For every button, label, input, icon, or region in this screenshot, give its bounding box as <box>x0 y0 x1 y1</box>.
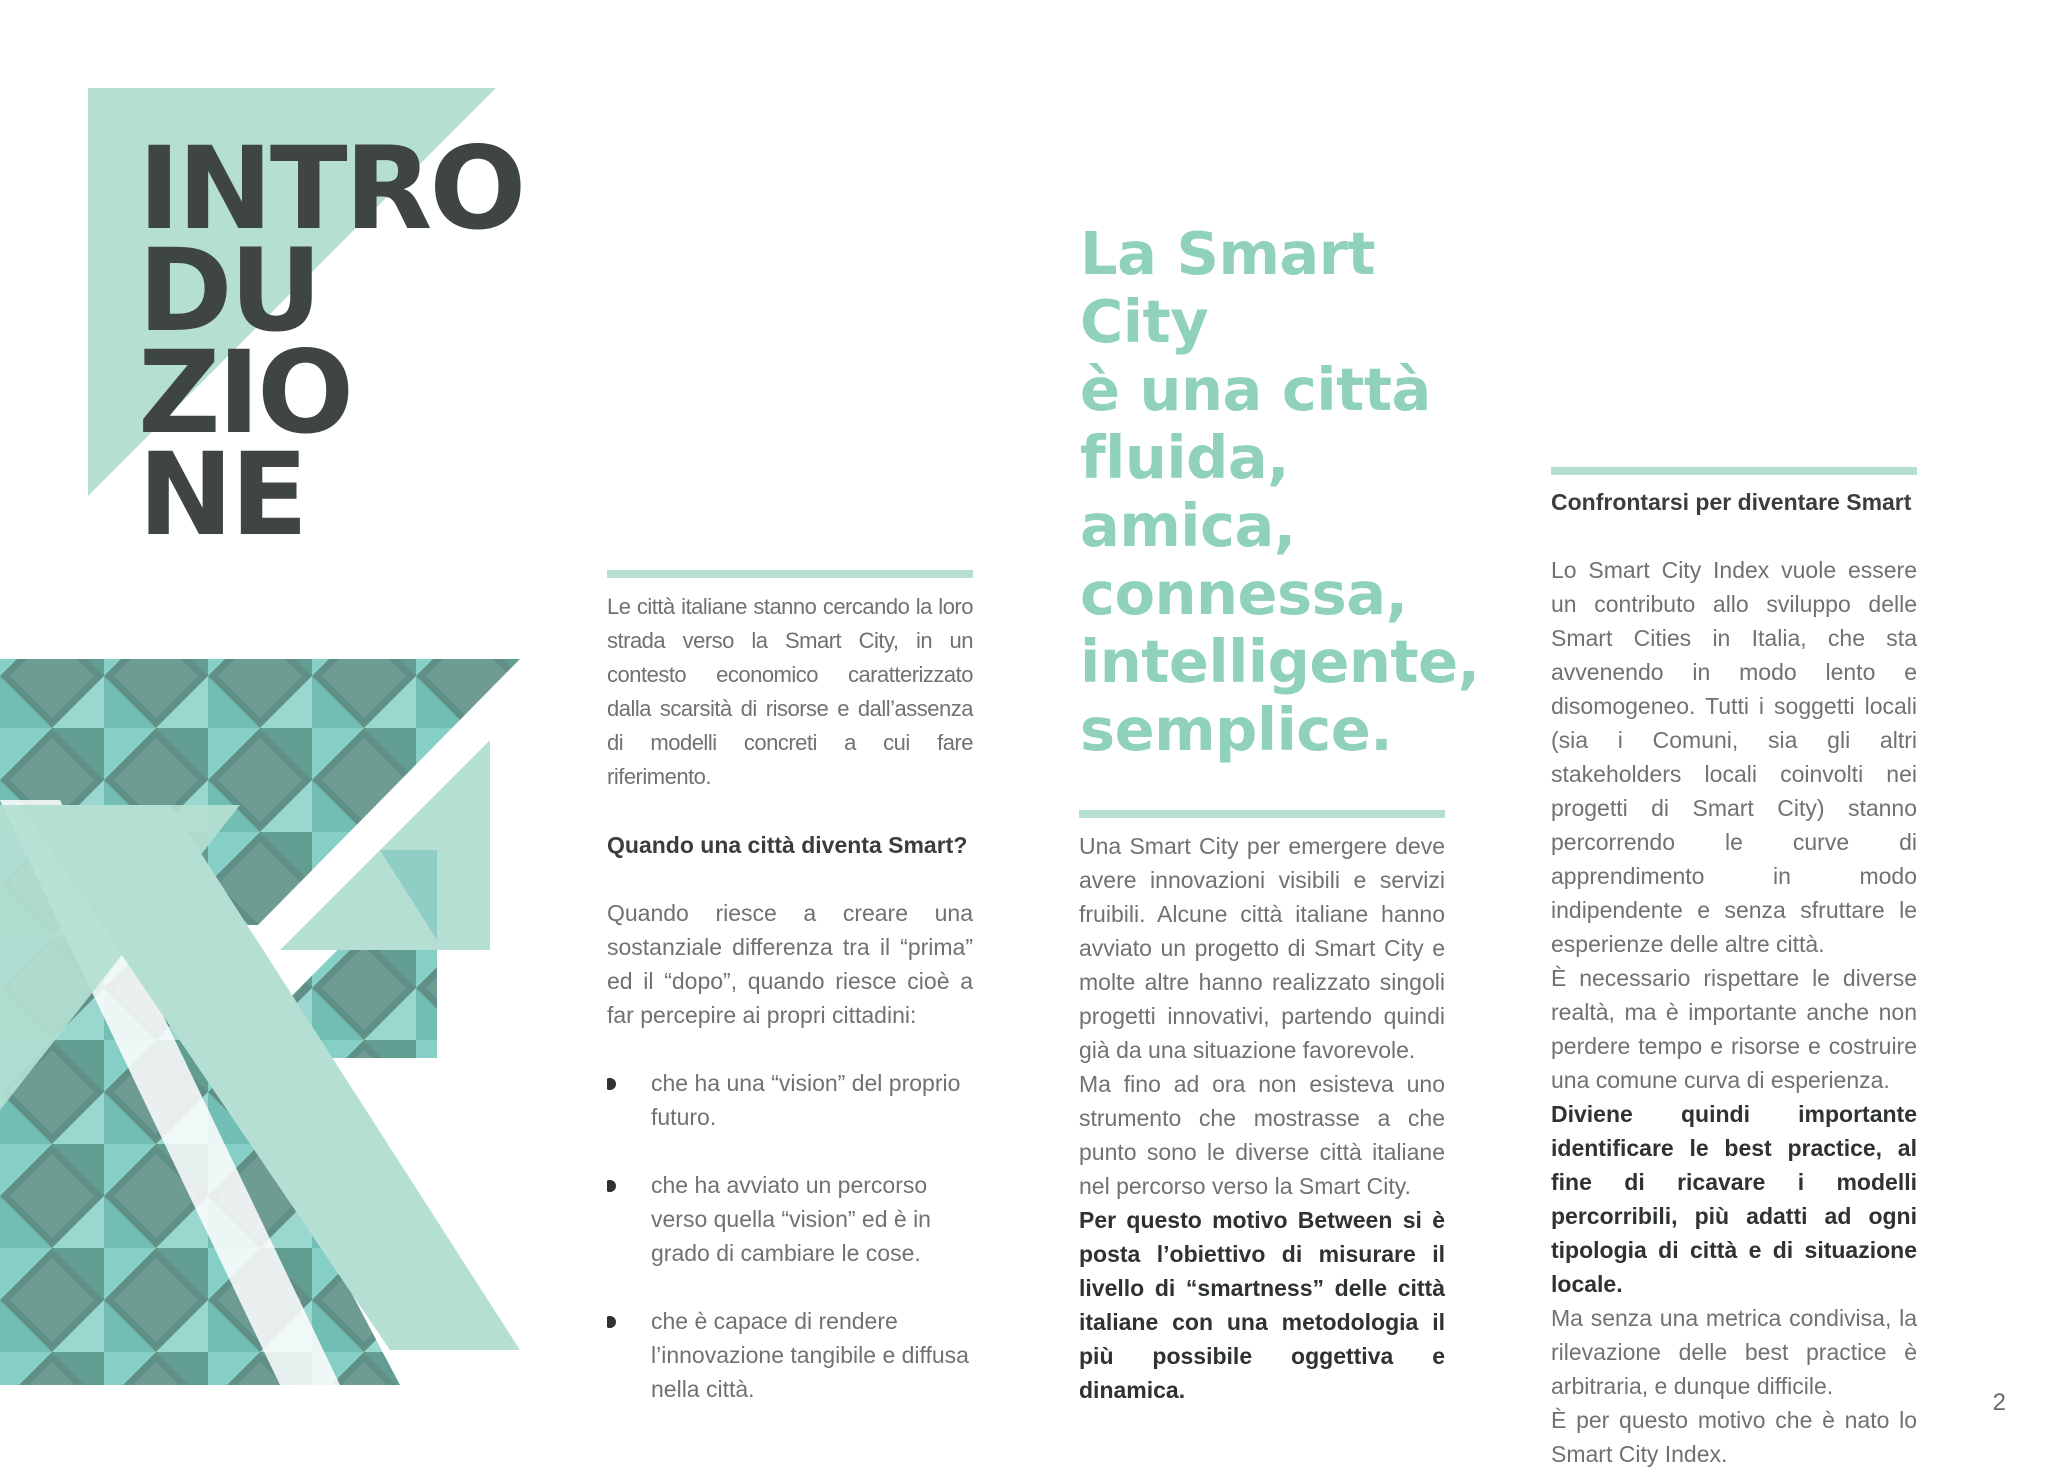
column3-paragraph: Lo Smart City Index vuole essere un contributo allo sviluppo delle Smart Cities in Italia, che sta avvenendo in modo lento e disomogeneo. Tutti i soggetti locali (sia i Comuni, sia gli altri stakeholders locali coinvolti nei progetti di Smart City) stanno percorrendo le curve di apprendimento in modo indipendente e senza sfruttare le esperienze delle altre città. <box>1551 557 1917 957</box>
column1-rule <box>607 570 973 578</box>
column1-paragraph: Quando riesce a creare una sostanziale differenza tra il “prima” ed il “dopo”, quando riesce cioè a far percepire ai propri cittadini: <box>607 900 973 1028</box>
bullet-text: che ha avviato un percorso verso quella “vision” ed è in grado di cambiare le cose. <box>651 1172 931 1266</box>
bullet-icon <box>607 1316 616 1328</box>
list-item <box>607 1304 973 1406</box>
bullet-text: che è capace di rendere l’innovazione tangibile e diffusa nella città. <box>651 1308 969 1402</box>
column3-paragraph: Ma senza una metrica condivisa, la rilevazione delle best practice è arbitraria, e dunque difficile. <box>1551 1305 1917 1399</box>
column1 <box>607 590 973 1406</box>
bullet-icon <box>607 1078 616 1090</box>
column2-rule <box>1079 810 1445 818</box>
page-title <box>138 122 524 561</box>
title-line: DU <box>138 224 320 357</box>
column3-heading: Confrontarsi per diventare Smart <box>1551 489 1912 515</box>
quote-line: è una città <box>1080 355 1431 424</box>
bullet-icon <box>607 1180 616 1192</box>
pull-quote <box>1080 220 1500 764</box>
quote-line: intelligente, <box>1080 627 1480 696</box>
quote-line: connessa, <box>1080 559 1408 628</box>
quote-line: amica, <box>1080 491 1296 560</box>
quote-line: fluida, <box>1080 423 1290 492</box>
column1-intro: Le città italiane stanno cercando la loro strada verso la Smart City, in un contesto economico caratterizzato dalla scarsità di risorse e dall’assenza di modelli concreti a cui fare riferimento. <box>607 594 973 789</box>
column2-paragraph: Ma fino ad ora non esisteva uno strumento che mostrasse a che punto sono le diverse città italiane nel percorso verso la Smart City. <box>1079 1071 1445 1199</box>
column2-bold-paragraph: Per questo motivo Between si è posta l’obiettivo di misurare il livello di “smartness” delle città italiane con una metodologia il più possibile oggettiva e dinamica. <box>1079 1207 1445 1403</box>
bullet-text: che ha una “vision” del proprio futuro. <box>651 1070 961 1130</box>
quote-line: La Smart City <box>1080 219 1376 356</box>
column3-paragraph: È per questo motivo che è nato lo Smart City Index. <box>1551 1407 1917 1467</box>
column1-bullet-list <box>607 1066 973 1406</box>
column1-heading: Quando una città diventa Smart? <box>607 832 968 858</box>
list-item <box>607 1168 973 1270</box>
column3 <box>1551 485 1917 1471</box>
title-line: NE <box>138 428 306 561</box>
title-line: ZIO <box>138 326 351 459</box>
column3-bold-paragraph: Diviene quindi importante identificare le best practice, al fine di ricavare i modelli percorribili, più adatti ad ogni tipologia di città e di situazione locale. <box>1551 1101 1917 1297</box>
column3-rule <box>1551 467 1917 475</box>
quote-line: semplice. <box>1080 695 1393 764</box>
list-item <box>607 1066 973 1134</box>
page-number: 2 <box>1992 1389 2006 1416</box>
title-line: INTRO <box>138 122 524 255</box>
column2 <box>1079 829 1445 1407</box>
column2-paragraph: Una Smart City per emergere deve avere innovazioni visibili e servizi fruibili. Alcune città italiane hanno avviato un progetto di Smart City e molte altre hanno realizzato singoli progetti innovativi, partendo quindi già da una situazione favorevole. <box>1079 833 1445 1063</box>
column3-paragraph: È necessario rispettare le diverse realtà, ma è importante anche non perdere tempo e risorse e costruire una comune curva di esperienza. <box>1551 965 1917 1093</box>
